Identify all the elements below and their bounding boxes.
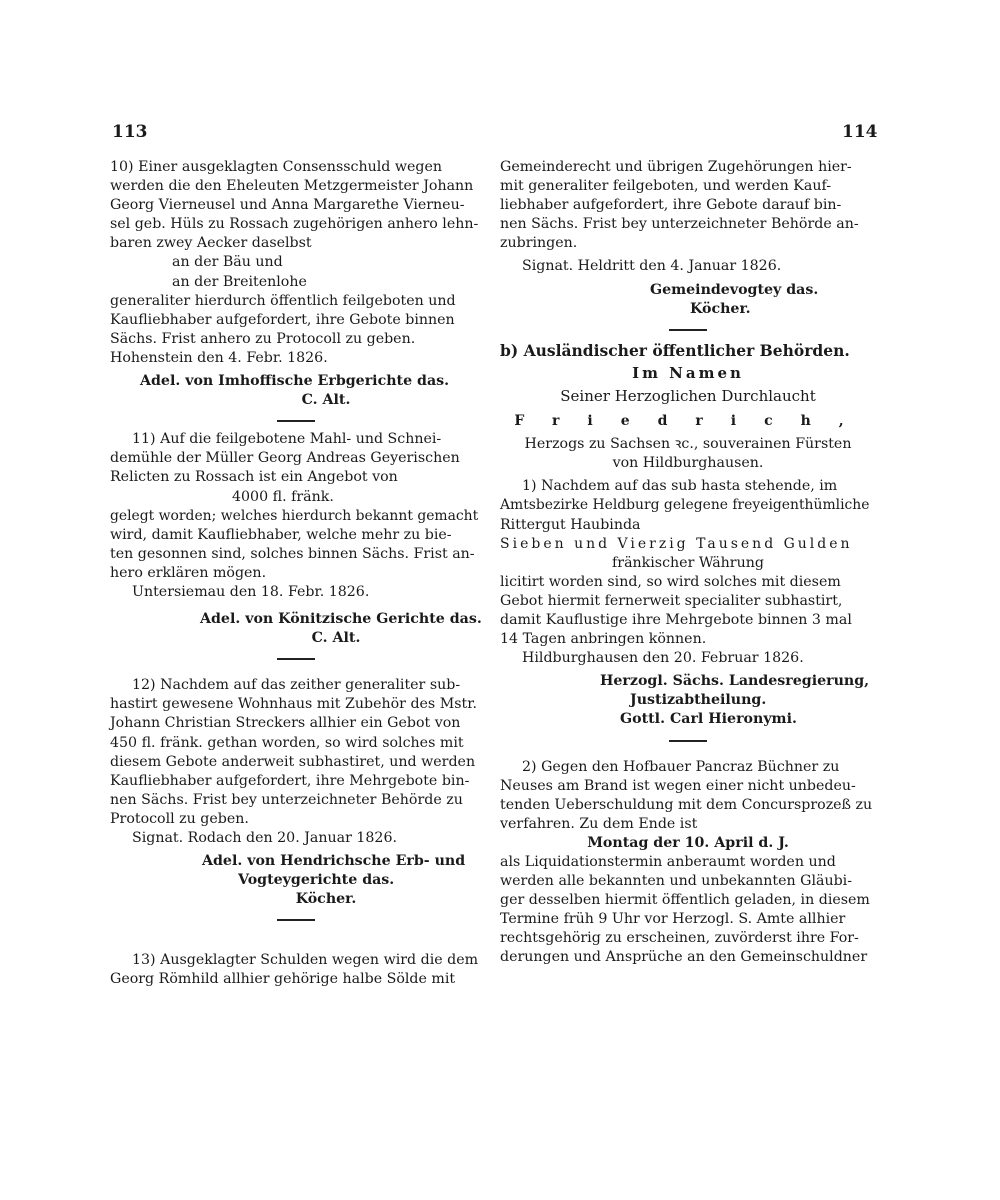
text-line: gelegt worden; welches hierdurch bekannt gemacht — [110, 507, 479, 524]
text-line: generaliter hierdurch öffentlich feilgeboten und — [110, 292, 456, 309]
authority: Justizabtheilung. — [630, 692, 767, 709]
text-line: Sächs. Frist anhero zu Protocoll zu geben. — [110, 330, 416, 347]
page-number-left: 113 — [112, 122, 148, 142]
text-line: ger desselben hiermit öffentlich geladen, in diesem — [500, 892, 870, 909]
text-line: rechtsgehörig zu erscheinen, zuvörderst ihre For- — [500, 930, 859, 947]
amount: 4000 fl. fränk. — [232, 488, 334, 505]
text-line: licitirt worden sind, so wird solches mit diesem — [500, 573, 841, 590]
text-line: Termine früh 9 Uhr vor Herzogl. S. Amte allhier — [500, 911, 846, 928]
text-line: Kaufliebhaber aufgefordert, ihre Mehrgebote bin- — [110, 772, 470, 789]
title-line: von Hildburghausen. — [612, 455, 764, 472]
text-line: derungen und Ansprüche an den Gemeinschuldner — [500, 949, 868, 966]
text-line: Amtsbezirke Heldburg gelegene freyeigenthümliche — [500, 497, 870, 514]
place-date: Hohenstein den 4. Febr. 1826. — [110, 349, 328, 366]
separator-rule — [669, 740, 707, 742]
notice-11 — [110, 430, 482, 648]
text-line: 1) Nachdem auf das sub hasta stehende, im — [522, 478, 838, 495]
authority: Herzogl. Sächs. Landesregierung, — [600, 673, 870, 690]
section-heading: b) Ausländischer öffentlicher Behörden. — [500, 340, 850, 360]
text-line: liebhaber aufgefordert, ihre Gebote darauf bin- — [500, 197, 842, 214]
authority: Adel. von Imhoffische Erbgerichte das. — [140, 373, 450, 390]
signer: Gottl. Carl Hieronymi. — [620, 711, 797, 728]
authority: Vogteygerichte das. — [238, 872, 395, 889]
text-line: Kaufliebhaber aufgefordert, ihre Gebote binnen — [110, 311, 455, 328]
text-line: Rittergut Haubinda — [500, 516, 641, 533]
separator-rule — [277, 658, 315, 660]
separator-rule — [277, 919, 315, 921]
signer: C. Alt. — [311, 630, 361, 647]
place-date: Untersiemau den 18. Febr. 1826. — [132, 583, 370, 600]
text-line: verfahren. Zu dem Ende ist — [500, 815, 698, 832]
text-line: als Liquidationstermin anberaumt worden und — [500, 854, 836, 870]
text-line: sel geb. Hüls zu Rossach zugehörigen anhero lehn- — [110, 216, 479, 233]
signer: Köcher. — [690, 300, 751, 317]
text-line: Georg Römhild allhier gehörige halbe Sölde mit — [110, 971, 456, 988]
place-date: Hildburghausen den 20. Februar 1826. — [522, 650, 804, 667]
text-line: baren zwey Aecker daselbst — [110, 235, 312, 252]
place-date: Signat. Heldritt den 4. Januar 1826. — [522, 258, 782, 275]
currency: fränkischer Währung — [612, 554, 764, 571]
text-line: ten gesonnen sind, solches binnen Sächs. Frist an- — [110, 545, 475, 562]
text-line: zubringen. — [500, 235, 578, 252]
text-line: demühle der Müller Georg Andreas Geyerischen — [110, 450, 460, 467]
date-line: Montag der 10. April d. J. — [587, 834, 789, 851]
authority: Adel. von Hendrichsche Erb- und — [202, 853, 466, 870]
right-column — [500, 158, 876, 968]
text-line: Johann Christian Streckers allhier ein Gebot von — [110, 715, 461, 732]
left-column — [110, 158, 482, 990]
im-namen-heading: Im Namen — [632, 363, 744, 382]
text-line: hero erklären mögen. — [110, 564, 267, 581]
separator-rule — [277, 420, 315, 422]
text-line: an der Breitenlohe — [172, 273, 307, 290]
text-line: Georg Vierneusel und Anna Margarethe Vierneu- — [110, 197, 465, 214]
text-line: 13) Ausgeklagter Schulden wegen wird die dem — [132, 952, 479, 969]
notice-2 — [500, 758, 876, 968]
signer: Köcher. — [295, 891, 357, 908]
text-line: diesem Gebote anderweit subhastiret, und werden — [110, 753, 476, 770]
signer: C. Alt. — [301, 392, 351, 409]
text-line: 11) Auf die feilgebotene Mahl- und Schnei- — [132, 431, 442, 448]
text-line: werden die den Eheleuten Metzgermeister Johann — [110, 178, 474, 195]
amount: Sieben und Vierzig Tausend Gulden — [500, 535, 853, 552]
text-line: 14 Tagen anbringen können. — [500, 631, 707, 648]
text-line: nen Sächs. Frist bey unterzeichneter Behörde zu — [110, 791, 463, 808]
separator-rule — [669, 329, 707, 331]
notice-continuation — [500, 158, 876, 319]
text-line: 10) Einer ausgeklagten Consensschuld wegen — [110, 159, 443, 175]
notice-12 — [110, 676, 482, 909]
text-line: damit Kauflustige ihre Mehrgebote binnen 3 mal — [500, 611, 852, 628]
text-line: Neuses am Brand ist wegen einer nicht unbedeu- — [500, 777, 856, 794]
place-date: Signat. Rodach den 20. Januar 1826. — [132, 830, 397, 846]
text-line: mit generaliter feilgeboten, und werden Kauf- — [500, 178, 832, 195]
honorific-line: Seiner Herzoglichen Durchlaucht — [560, 386, 816, 405]
text-line: Protocoll zu geben. — [110, 810, 249, 827]
text-line: nen Sächs. Frist bey unterzeichneter Behörde an- — [500, 216, 859, 233]
text-line: 450 fl. fränk. gethan worden, so wird solches mit — [110, 734, 464, 751]
title-line: Herzogs zu Sachsen ꝛc., souverainen Fürsten — [524, 436, 852, 453]
text-line: 2) Gegen den Hofbauer Pancraz Büchner zu — [522, 758, 840, 775]
text-line: Gemeinderecht und übrigen Zugehörungen hier- — [500, 159, 852, 175]
notice-13 — [110, 951, 482, 989]
authority: Adel. von Könitzische Gerichte das. — [200, 611, 482, 628]
text-line: werden alle bekannten und unbekannten Gläubi- — [500, 873, 853, 890]
text-line: hastirt gewesene Wohnhaus mit Zubehör des Mstr. — [110, 696, 477, 713]
notice-10 — [110, 158, 482, 410]
text-line: Gebot hiermit fernerweit specialiter subhastirt, — [500, 592, 843, 609]
text-line: tenden Ueberschuldung mit dem Concursprozeß zu — [500, 796, 873, 813]
text-line: wird, damit Kaufliebhaber, welche mehr zu bie- — [110, 526, 452, 543]
prince-name: Friedrich, — [514, 413, 872, 430]
text-line: an der Bäu und — [172, 254, 283, 271]
text-line: Relicten zu Rossach ist ein Angebot von — [110, 469, 398, 486]
page-number-right: 114 — [842, 122, 878, 142]
text-line: 12) Nachdem auf das zeither generaliter sub- — [132, 677, 461, 694]
notice-1 — [500, 477, 876, 729]
authority: Gemeindevogtey das. — [650, 281, 819, 298]
